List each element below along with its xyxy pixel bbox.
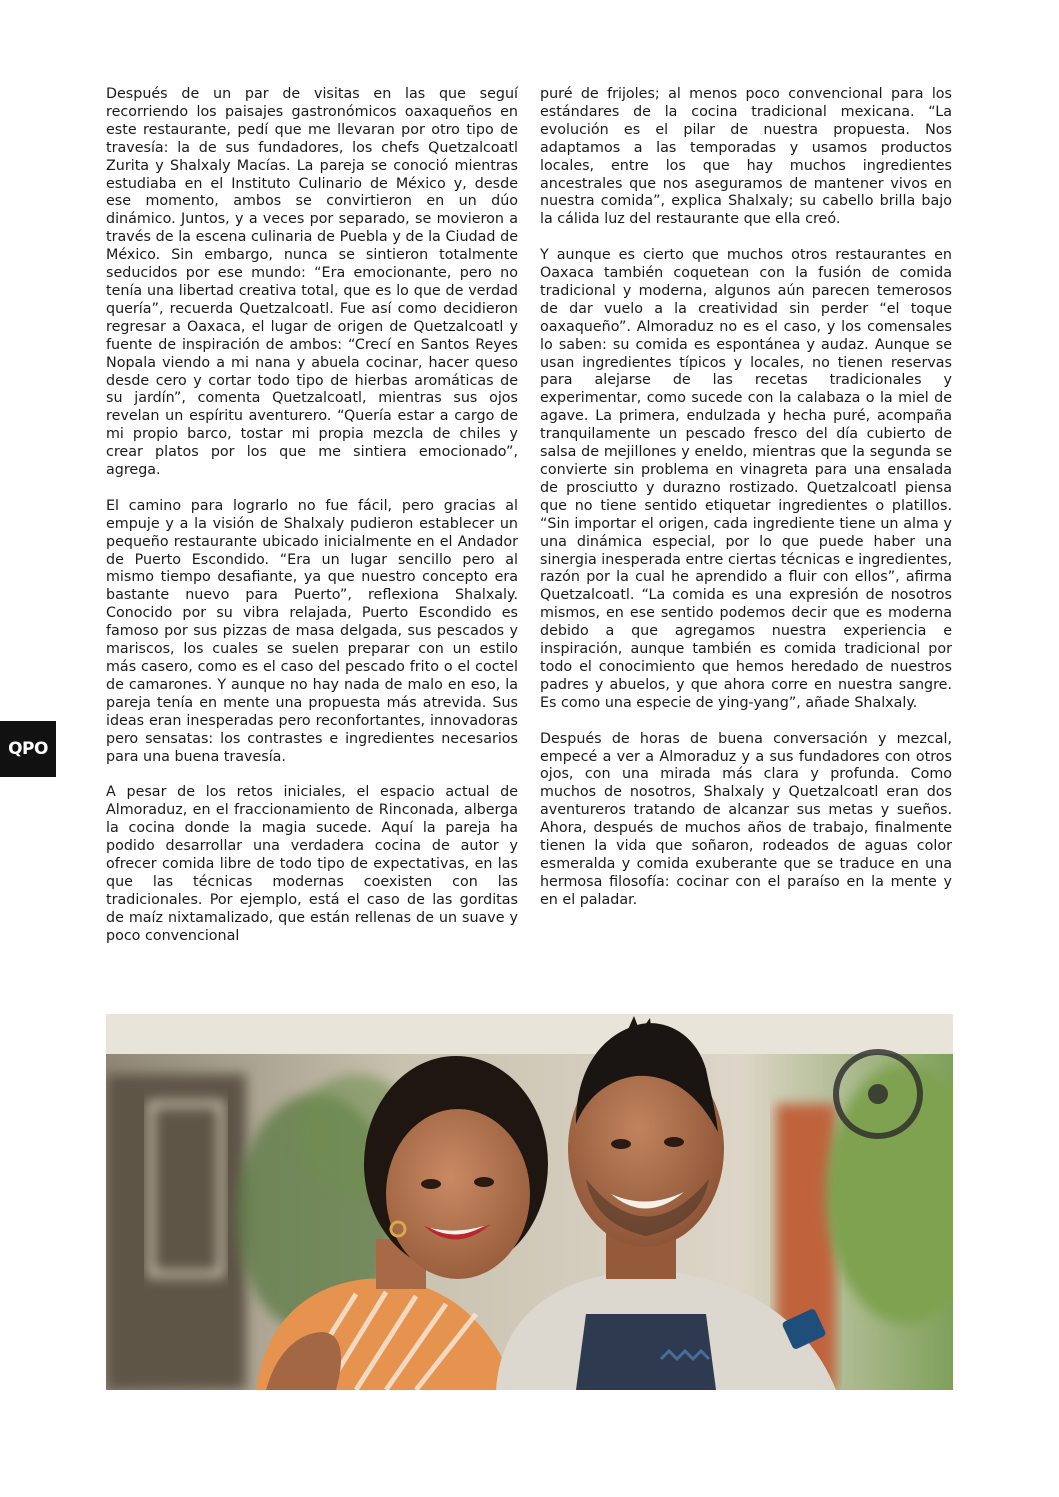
- paragraph: A pesar de los retos iniciales, el espacio actual de Almoraduz, en el fraccionamiento de Rinconada, alberga la cocina donde la magia sucede. Aquí la pareja ha podido desarrollar una verdadera cocina de autor y ofrecer comida libre de todo tipo de expectativas, en las que las técnicas modernas coexisten con las tradicionales. Por ejemplo, está el caso de las gorditas de maíz nixtamalizado, que están rellenas de un suave y poco convencional: [106, 784, 518, 944]
- paragraph: Después de un par de visitas en las que seguí recorriendo los paisajes gastronómicos oaxaqueños en este restaurante, pedí que me llevaran por otro tipo de travesía: la de sus fundadores, los chefs Quetzalcoatl Zurita y Shalxaly Macías. La pareja se conoció mientras estudiaba en el Instituto Culinario de México y, desde ese momento, ambos se convirtieron en un dúo dinámico. Juntos, y a veces por separado, se movieron a través de la escena culinaria de Puebla y de la Ciudad de México. Sin embargo, nunca se sintieron totalmente seducidos por ese mundo: “Era emocionante, pero no tenía una libertad creativa total, que es lo que de verdad quería”, recuerda Quetzalcoatl. Fue así como decidieron regresar a Oaxaca, el lugar de origen de Quetzalcoatl y fuente de inspiración de ambos: “Crecí en Santos Reyes Nopala viendo a mi nana y abuela cocinar, hacer queso desde cero y cortar todo tipo de hierbas aromáticas de su jardín”, comenta Quetzalcoatl, mientras sus ojos revelan un espíritu aventurero. “Quería estar a cargo de mi propio barco, tostar mi propia mezcla de chiles y crear platos por los que me sintiera emocionado”, agrega.: [106, 86, 518, 479]
- article-column-right: [540, 86, 952, 928]
- paragraph: puré de frijoles; al menos poco convencional para los estándares de la cocina tradicional mexicana. “La evolución es el pilar de nuestra propuesta. Nos adaptamos a las temporadas y usamos productos locales, entre los que hay muchos ingredientes ancestrales que nos aseguramos de mantener vivos en nuestra comida”, explica Shalxaly; su cabello brilla bajo la cálida luz del restaurante que ella creó.: [540, 86, 952, 228]
- paragraph: Después de horas de buena conversación y mezcal, empecé a ver a Almoraduz y a sus fundadores con otros ojos, con una mirada más clara y profunda. Como muchos de nosotros, Shalxaly y Quetzalcoatl eran dos aventureros tratando de alcanzar sus metas y sueños. Ahora, después de muchos años de trabajo, finalmente tienen la vida que soñaron, rodeados de aguas color esmeralda y comida exuberante que se traduce en una hermosa filosofía: cocinar con el paraíso en la mente y en el paladar.: [540, 730, 952, 908]
- article-column-left: [106, 86, 518, 963]
- section-tab: QPO: [0, 721, 56, 777]
- paragraph: Y aunque es cierto que muchos otros restaurantes en Oaxaca también coquetean con la fusión de comida tradicional y moderna, algunos aún parecen temerosos de dar vuelo a la creatividad sin perder “el toque oaxaqueño”. Almoraduz no es el caso, y los comensales lo saben: su comida es espontánea y audaz. Aunque se usan ingredientes típicos y locales, no tienen reservas para alejarse de las recetas tradicionales y experimentar, como sucede con la calabaza o la miel de agave. La primera, endulzada y hecha puré, acompaña tranquilamente un pescado fresco del día cubierto de salsa de mejillones y eneldo, mientras que la segunda se convierte sin problema en vinagreta para una ensalada de prosciutto y durazno rostizado. Quetzalcoatl piensa que no tiene sentido etiquetar ingredientes o platillos. “Sin importar el origen, cada ingrediente tiene un alma y una dinámica especial, por lo que puede haber una sinergia inesperada entre ciertas técnicas e ingredientes, razón por la cual he aprendido a fluir con ellos”, afirma Quetzalcoatl. “La comida es una expresión de nosotros mismos, en ese sentido podemos decir que es moderna debido a que agregamos nuestra experiencia e inspiración, aunque también es comida tradicional por todo el conocimiento que hemos heredado de nuestros padres y abuelos, y que ahora corre en nuestra sangre. Es como una especie de ying-yang”, añade Shalxaly.: [540, 247, 952, 711]
- chefs-portrait-photo: [106, 1014, 953, 1390]
- paragraph: El camino para lograrlo no fue fácil, pero gracias al empuje y a la visión de Shalxaly pudieron establecer un pequeño restaurante ubicado inicialmente en el Andador de Puerto Escondido. “Era un lugar sencillo pero al mismo tiempo desafiante, ya que nuestro concepto era bastante nuevo para Puerto”, reflexiona Shalxaly. Conocido por su vibra relajada, Puerto Escondido es famoso por sus pizzas de masa delgada, sus pescados y mariscos, los cuales se suelen preparar con un estilo más casero, como es el caso del pescado frito o el coctel de camarones. Y aunque no hay nada de malo en eso, la pareja tenía en mente una propuesta más atrevida. Sus ideas eran inesperadas pero reconfortantes, innovadoras pero sensatas: los contrastes e ingredientes necesarios para una buena travesía.: [106, 497, 518, 765]
